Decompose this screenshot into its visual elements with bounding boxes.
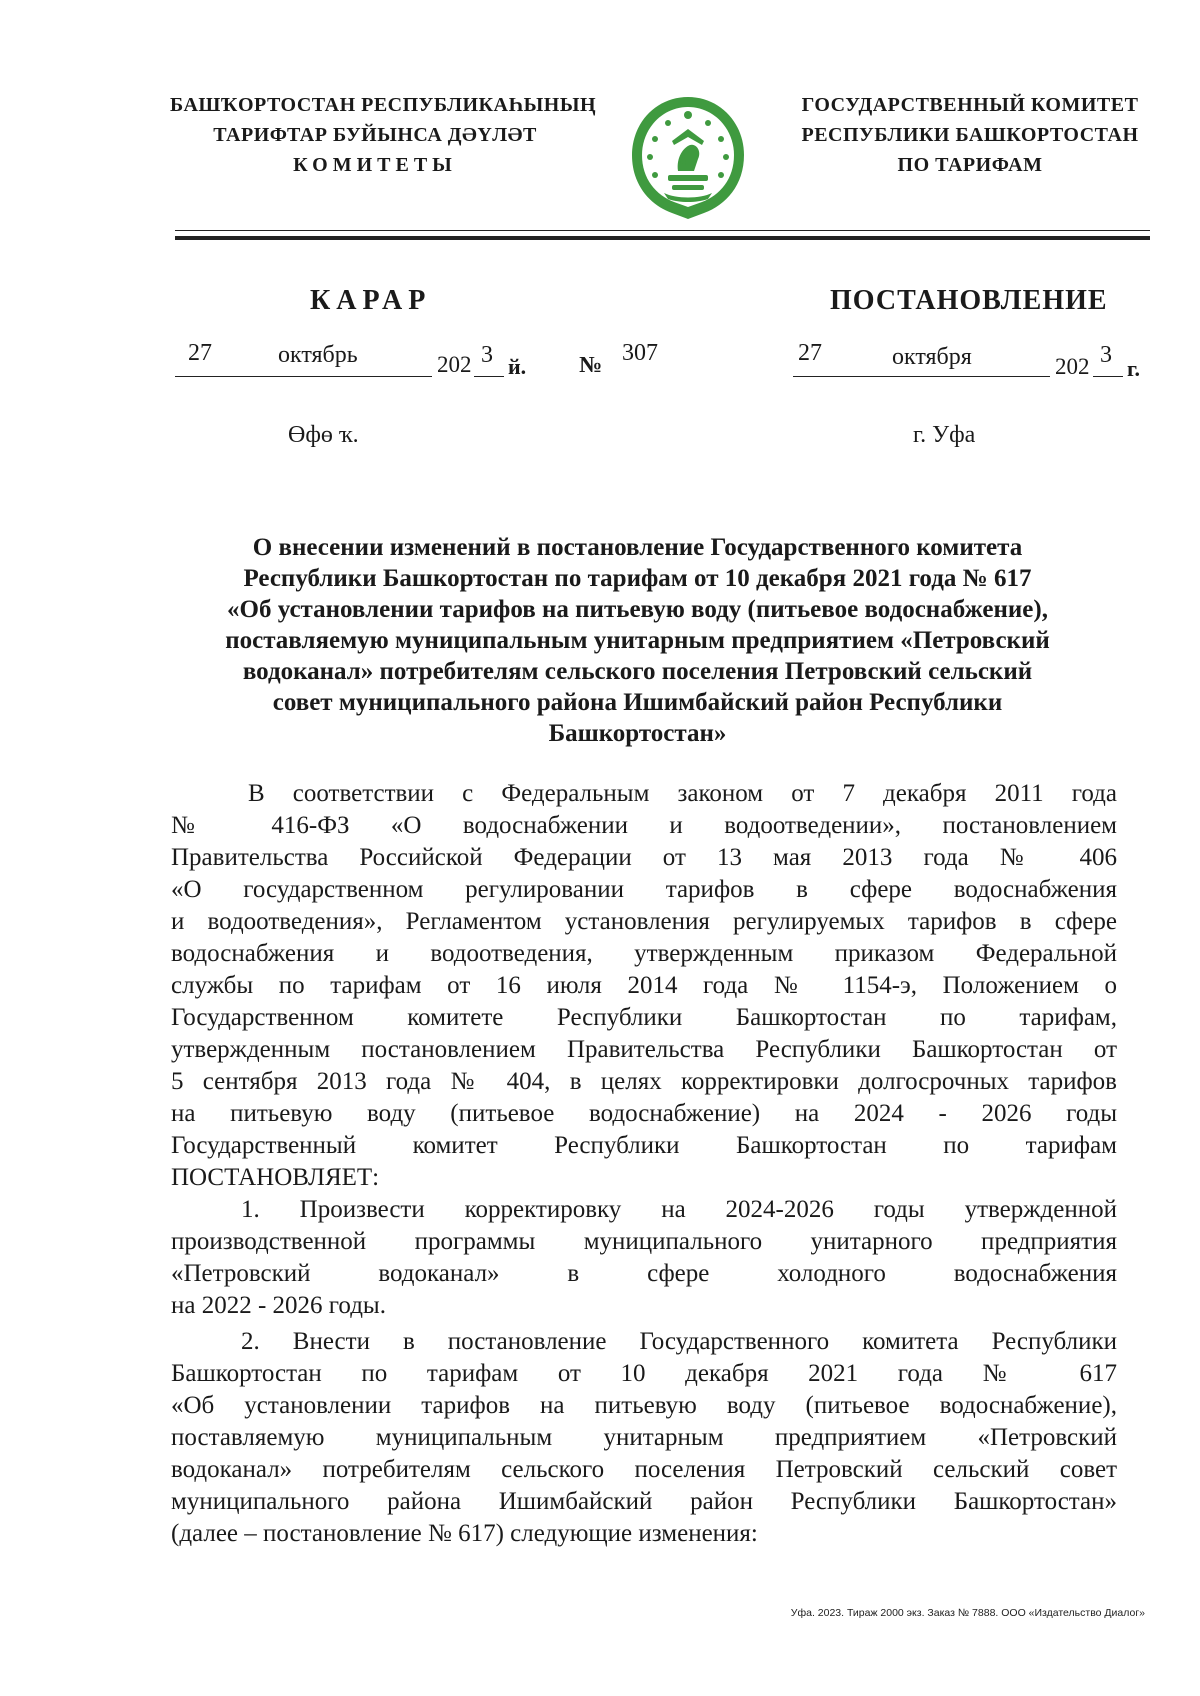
issuer-name-bashkir — [170, 90, 597, 180]
date-left-underline — [175, 376, 432, 377]
document-body — [171, 778, 1117, 1550]
issuer-russian-line-2: РЕСПУБЛИКИ БАШКОРТОСТАН — [801, 124, 1139, 146]
date-left-day: 27 — [188, 340, 212, 366]
date-right-year-prefix: 202 — [1055, 354, 1090, 379]
body-line: Государственный комитет Республики Башкортостан по тарифам — [171, 1132, 1117, 1159]
body-line: службы по тарифам от 16 июля 2014 года № 1154-э, Положением о — [171, 972, 1117, 999]
doc-kind-bashkir: КАРАР — [310, 285, 432, 316]
body-line: водоснабжения и водоотведения, утвержденным приказом Федеральной — [171, 940, 1117, 967]
date-right-underline — [793, 376, 1050, 377]
title-line: поставляемую муниципальным унитарным предприятием «Петровский — [225, 627, 1050, 654]
issuer-bashkir-line-3: КОМИТЕТЫ — [293, 154, 457, 176]
date-right-month: октября — [892, 344, 972, 370]
print-imprint-footer: Уфа. 2023. Тираж 2000 экз. Заказ № 7888. ООО «Издательство Диалог» — [790, 1607, 1145, 1619]
decree-number: 307 — [622, 340, 658, 366]
title-line: совет муниципального района Ишимбайский район Республики — [272, 689, 1003, 716]
place-russian: г. Уфа — [913, 422, 976, 448]
title-line: «Об установлении тарифов на питьевую воду (питьевое водоснабжение), — [227, 596, 1048, 623]
date-right-year-digit: 3 — [1100, 342, 1112, 368]
doc-kind-russian: ПОСТАНОВЛЕНИЕ — [830, 285, 1108, 316]
body-line: В соответствии с Федеральным законом от 7 декабря 2011 года — [248, 780, 1117, 807]
title-line: Башкортостан» — [548, 720, 727, 747]
paragraph-preamble — [171, 778, 1117, 1194]
place-bashkir: Өфө ҡ. — [288, 422, 359, 448]
body-line: «О государственном регулировании тарифов в сфере водоснабжения — [171, 876, 1117, 903]
issuer-name-russian — [780, 90, 1160, 180]
date-right-year-underline — [1093, 376, 1123, 377]
body-line: (далее – постановление № 617) следующие изменения: — [171, 1520, 758, 1547]
issuer-russian-line-1: ГОСУДАРСТВЕННЫЙ КОМИТЕТ — [801, 94, 1139, 116]
body-line: утвержденным постановлением Правительства Республики Башкортостан от — [171, 1036, 1117, 1063]
issuer-bashkir-line-2: ТАРИФТАР БУЙЫНСА ДӘҮЛӘТ — [213, 124, 537, 146]
title-line: водоканал» потребителям сельского поселения Петровский сельский — [242, 658, 1033, 685]
body-line: поставляемую муниципальным унитарным предприятием «Петровский — [171, 1424, 1117, 1451]
paragraph-item-2 — [171, 1326, 1117, 1550]
body-line: Государственном комитете Республики Башкортостан по тарифам, — [171, 1004, 1117, 1031]
document-title — [165, 532, 1110, 749]
body-line: № 416-ФЗ «О водоснабжении и водоотведении», постановлением — [171, 812, 1117, 839]
paragraph-item-1 — [171, 1194, 1117, 1322]
body-line: водоканал» потребителям сельского поселения Петровский сельский совет — [171, 1456, 1117, 1483]
body-line: производственной программы муниципального унитарного предприятия — [171, 1228, 1117, 1255]
date-left-year-digit: 3 — [481, 342, 493, 368]
coat-of-arms-emblem — [628, 93, 748, 223]
header-divider-thick — [175, 236, 1150, 240]
body-line: и водоотведения», Регламентом установления регулируемых тарифов в сфере — [171, 908, 1117, 935]
date-right-day: 27 — [798, 340, 822, 366]
title-line: Республики Башкортостан по тарифам от 10 декабря 2021 года № 617 — [243, 565, 1032, 592]
body-line: Правительства Российской Федерации от 13 мая 2013 года № 406 — [171, 844, 1117, 871]
body-line: 5 сентября 2013 года № 404, в целях корректировки долгосрочных тарифов — [171, 1068, 1117, 1095]
header-divider-thin — [175, 230, 1150, 231]
body-line: 1. Произвести корректировку на 2024-2026 годы утвержденной — [241, 1196, 1117, 1223]
title-line: О внесении изменений в постановление Государственного комитета — [252, 534, 1023, 561]
body-line: 2. Внести в постановление Государственного комитета Республики — [241, 1328, 1117, 1355]
body-line: на 2022 - 2026 годы. — [171, 1292, 386, 1319]
date-left-year-underline — [474, 376, 504, 377]
number-sign: № — [579, 352, 603, 377]
body-line: Башкортостан по тарифам от 10 декабря 2021 года № 617 — [171, 1360, 1117, 1387]
date-left-suffix: й. — [508, 354, 527, 379]
body-line: «Об установлении тарифов на питьевую воду (питьевое водоснабжение), — [171, 1392, 1117, 1419]
issuer-russian-line-3: ПО ТАРИФАМ — [897, 154, 1043, 176]
issuer-bashkir-line-1: БАШҠОРТОСТАН РЕСПУБЛИКАҺЫНЫҢ — [170, 94, 597, 116]
body-line: муниципального района Ишимбайский район Республики Башкортостан» — [171, 1488, 1117, 1515]
resolution-keyword: ПОСТАНОВЛЯЕТ: — [171, 1164, 380, 1191]
body-line: на питьевую воду (питьевое водоснабжение) на 2024 - 2026 годы — [171, 1100, 1117, 1127]
date-right-suffix: г. — [1127, 356, 1141, 381]
date-left-year-prefix: 202 — [437, 352, 472, 377]
body-line: «Петровский водоканал» в сфере холодного водоснабжения — [171, 1260, 1117, 1287]
date-left-month: октябрь — [278, 342, 358, 368]
